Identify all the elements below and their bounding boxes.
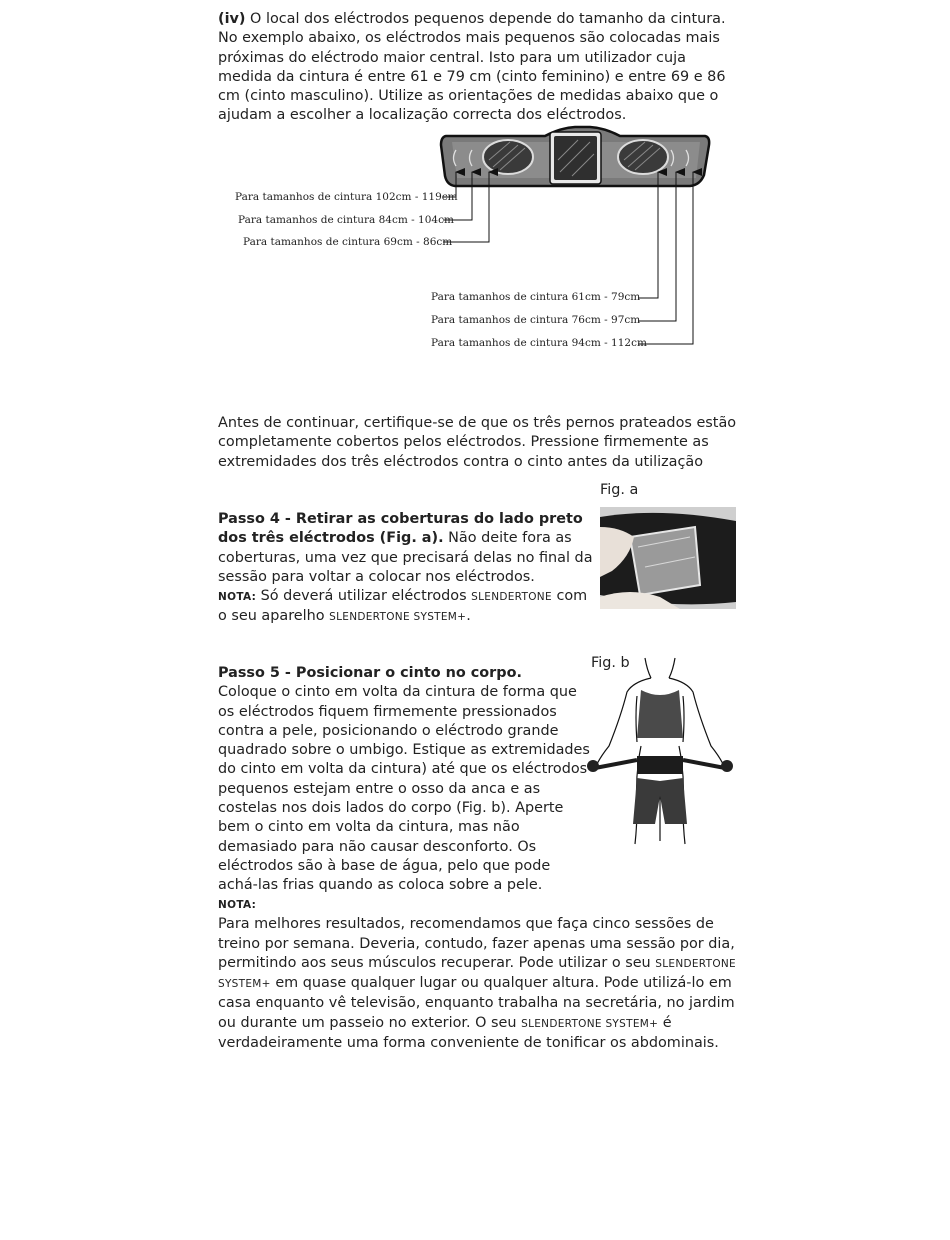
leader-right-2 xyxy=(638,172,676,321)
leader-right-1 xyxy=(638,172,658,298)
step5-title: Passo 5 - Posicionar o cinto no corpo. xyxy=(218,665,522,681)
fig-a-photo xyxy=(600,507,736,609)
fig-b-illustration xyxy=(585,656,735,846)
belt-label-right-2: Para tamanhos de cintura 76cm - 97cm xyxy=(431,314,641,326)
belt-label-right-1: Para tamanhos de cintura 61cm - 79cm xyxy=(431,291,641,303)
small-electrode-left xyxy=(483,140,533,174)
step5-paragraph xyxy=(218,664,590,896)
belt-illustration xyxy=(441,127,709,186)
check-paragraph: Antes de continuar, certifique-se de que os três pernos prateados estão completamente cobertos pelos eléctrodos. Pressione firmemente as extremidades dos três eléctrodos contra o cinto antes da utilização xyxy=(218,415,737,470)
belt-label-left-1: Para tamanhos de cintura 102cm - 119cm xyxy=(235,191,458,203)
large-electrode-center xyxy=(550,132,601,184)
small-electrode-right xyxy=(618,140,668,174)
step4-paragraph xyxy=(218,510,594,628)
note2-device-1: SLENDERTONE SYSTEM+ xyxy=(218,957,736,991)
fig-a-label: Fig. a xyxy=(600,482,639,498)
step4-brand: SLENDERTONE xyxy=(471,591,552,604)
belt-label-right-3: Para tamanhos de cintura 94cm - 112cm xyxy=(431,337,647,349)
fig-b-label: Fig. b xyxy=(591,655,630,671)
intro-prefix: (iv) xyxy=(218,11,246,27)
note2-label: NOTA: xyxy=(218,899,257,911)
step4-note-text-3: . xyxy=(466,608,471,625)
step4-title: Passo 4 - Retirar as coberturas do lado preto dos três eléctrodos (Fig. a). xyxy=(218,511,583,547)
note2-text-3: é verdadeiramente uma forma conveniente de tonificar os abdominais. xyxy=(218,1014,719,1052)
note2-paragraph xyxy=(218,895,738,1053)
step4-device: SLENDERTONE SYSTEM+ xyxy=(329,611,467,624)
intro-text: O local dos eléctrodos pequenos depende do tamanho da cintura. No exemplo abaixo, os eléctrodos mais pequenos são colocadas mais próximas do eléctrodo maior central. Isto para um utilizador cuja medida da cintura é entre 61 e 79 cm (cinto feminino) e entre 69 e 86 cm (cinto masculino). Utilize as orientações de medidas abaixo que o ajudam a escolher a localização correcta dos eléctrodos. xyxy=(218,11,726,124)
step5-text: Coloque o cinto em volta da cintura de forma que os eléctrodos fiquem firmemente pressionados contra a pele, posicionando o eléctrodo grande quadrado sobre o umbigo. Estique as extremidades do cinto em volta da cintura) até que os eléctrodos pequenos estejam entre o osso da anca e as costelas nos dois lados do corpo (Fig. b). Aperte bem o cinto em volta da cintura, mas não demasiado para não causar desconforto. Os eléctrodos são à base de água, pelo que pode achá-las frias quando as coloca sobre a pele. xyxy=(218,684,590,894)
step4-note-text-1: Só deverá utilizar eléctrodos xyxy=(256,588,472,605)
note2-text-1: Para melhores resultados, recomendamos que faça cinco sessões de treino por semana. Deveria, contudo, fazer apenas uma sessão por dia, permitindo aos seus músculos recuperar. Pode utilizar o seu xyxy=(218,916,735,971)
belt-label-left-2: Para tamanhos de cintura 84cm - 104cm xyxy=(238,214,454,226)
belt-label-left-3: Para tamanhos de cintura 69cm - 86cm xyxy=(243,236,453,248)
step4-text: Não deite fora as coberturas, uma vez que precisará delas no final da sessão para voltar a colocar nos eléctrodos. xyxy=(218,530,593,585)
note2-text-2: em quase qualquer lugar ou qualquer altura. Pode utilizá-lo em casa enquanto vê televisão, enquanto trabalha na secretária, no jardim ou durante um passeio no exterior. O seu xyxy=(218,975,735,1031)
note2-device-2: SLENDERTONE SYSTEM+ xyxy=(521,1017,659,1030)
step4-note-text-2: com o seu aparelho xyxy=(218,588,588,625)
step4-note-label: NOTA: xyxy=(218,591,257,604)
leader-right-3 xyxy=(638,172,693,344)
